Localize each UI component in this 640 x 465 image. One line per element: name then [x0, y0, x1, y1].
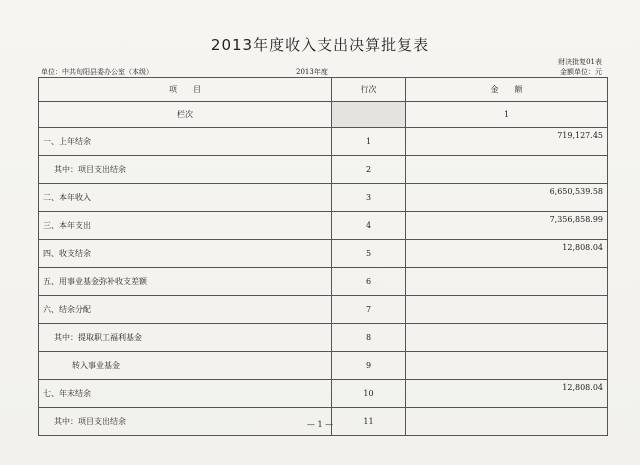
row-number: 7 [332, 296, 406, 324]
row-label: 其中：项目支出结余 [39, 156, 332, 184]
row-amount: 6,650,539.58 [406, 184, 608, 212]
header-row-no: 行次 [332, 78, 406, 102]
table-row [39, 184, 608, 212]
currency-unit: 金额单位：元 [560, 68, 602, 76]
row-number: 1 [332, 128, 406, 156]
row-amount [406, 352, 608, 380]
approval-table [38, 77, 608, 436]
row-number: 3 [332, 184, 406, 212]
row-label: 六、结余分配 [39, 296, 332, 324]
row-amount [406, 268, 608, 296]
row-label: 其中：提取职工福利基金 [39, 324, 332, 352]
row-number: 11 [332, 408, 406, 436]
table-row [39, 268, 608, 296]
row-amount [406, 296, 608, 324]
row-number: 10 [332, 380, 406, 408]
row-amount [406, 156, 608, 184]
row-number: 8 [332, 324, 406, 352]
row-number: 2 [332, 156, 406, 184]
organization-name: 单位：中共旬阳县委办公室（本级） [41, 68, 153, 76]
table-row [39, 380, 608, 408]
row-number: 5 [332, 240, 406, 268]
row-label: 二、本年收入 [39, 184, 332, 212]
table-row [39, 324, 608, 352]
table-header-row [39, 78, 608, 102]
row-label: 三、本年支出 [39, 212, 332, 240]
form-code: 财决批复01表 [558, 58, 602, 66]
table-row [39, 128, 608, 156]
row-number: 4 [332, 212, 406, 240]
column-number-empty [332, 102, 406, 128]
table-row [39, 240, 608, 268]
header-amount: 金 额 [406, 78, 608, 102]
table-row [39, 352, 608, 380]
row-label: 五、用事业基金弥补收支差额 [39, 268, 332, 296]
column-number-row [39, 102, 608, 128]
table-row [39, 296, 608, 324]
row-number: 6 [332, 268, 406, 296]
row-number: 9 [332, 352, 406, 380]
row-label: 转入事业基金 [39, 352, 332, 380]
table-row [39, 156, 608, 184]
row-amount [406, 324, 608, 352]
header-item: 项 目 [39, 78, 332, 102]
row-label: 四、收支结余 [39, 240, 332, 268]
table-row [39, 212, 608, 240]
page-title: 2013年度收入支出决算批复表 [210, 36, 430, 54]
row-amount: 7,356,858.99 [406, 212, 608, 240]
page-number: — 1 — [306, 420, 334, 429]
row-amount: 12,808.04 [406, 380, 608, 408]
column-number-value: 1 [406, 102, 608, 128]
row-amount: 719,127.45 [406, 128, 608, 156]
fiscal-year: 2013年度 [296, 68, 328, 76]
column-number-label: 栏次 [39, 102, 332, 128]
row-label: 其中：项目支出结余 [39, 408, 332, 436]
row-label: 七、年末结余 [39, 380, 332, 408]
row-label: 一、上年结余 [39, 128, 332, 156]
row-amount: 12,808.04 [406, 240, 608, 268]
